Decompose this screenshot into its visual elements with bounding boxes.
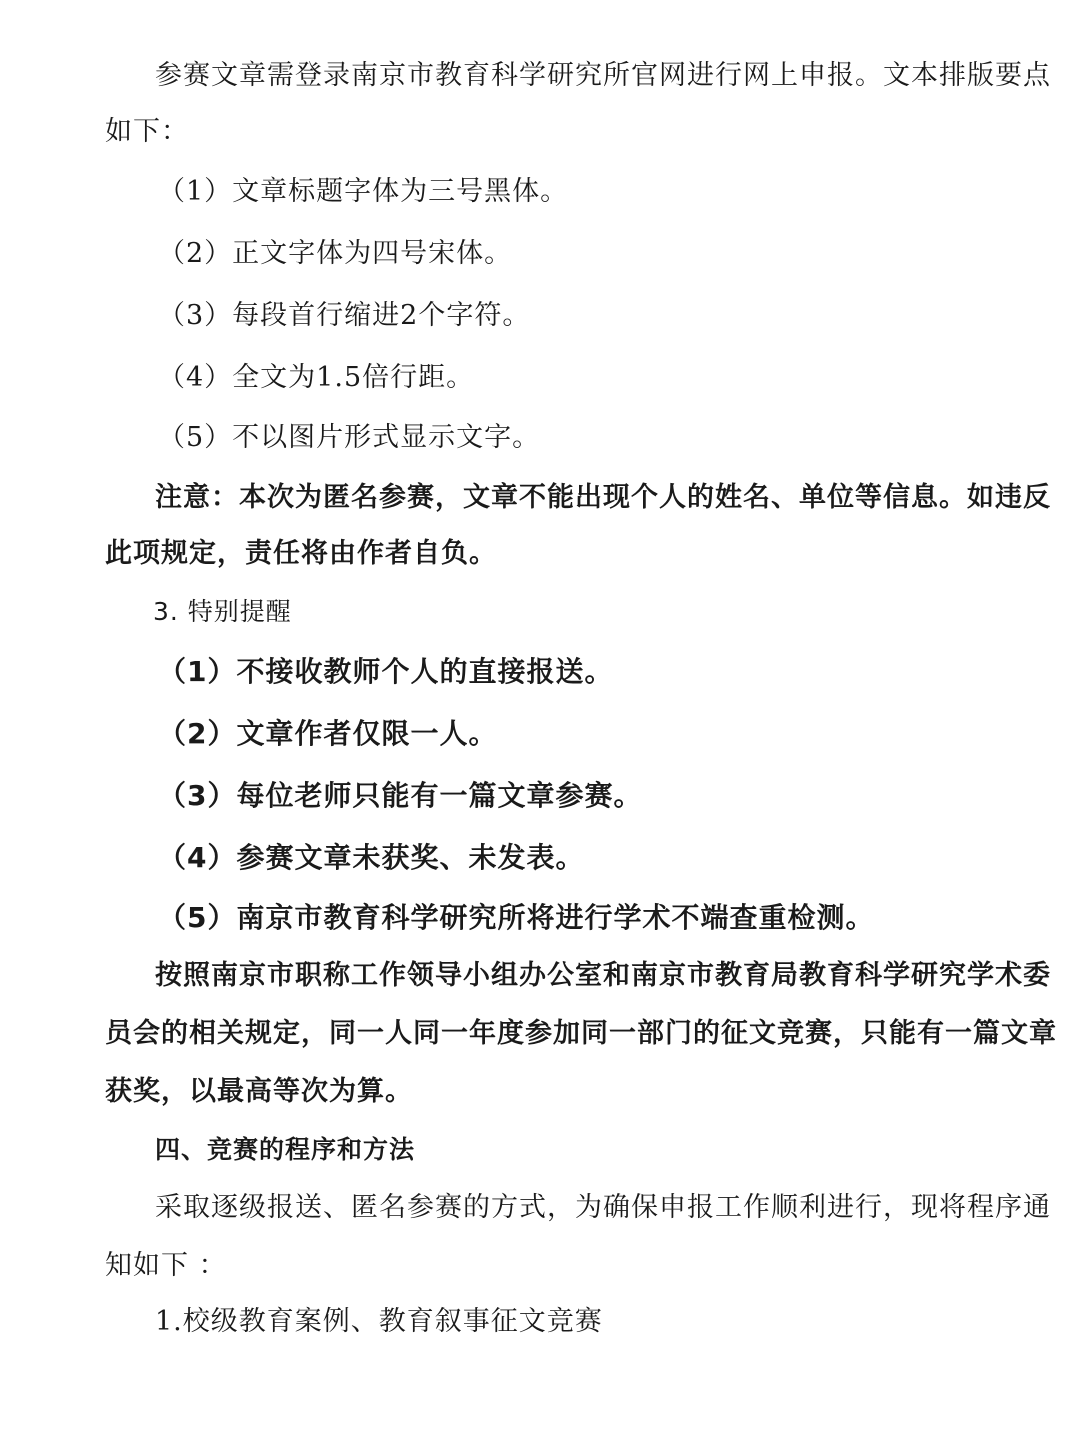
format-item-4: （4）全文为1.5倍行距。 (158, 362, 475, 393)
special-item-4: （4）参赛文章未获奖、未发表。 (158, 841, 585, 874)
format-item-2: （2）正文字体为四号宋体。 (158, 238, 513, 269)
format-item-5: （5）不以图片形式显示文字。 (158, 422, 541, 453)
rule-paragraph-line-3: 获奖，以最高等次为算。 (105, 1076, 413, 1107)
section-four-heading: 四、竞赛的程序和方法 (155, 1135, 416, 1164)
subsection-one-heading: 1.校级教育案例、教育叙事征文竞赛 (155, 1306, 603, 1337)
special-item-3: （3）每位老师只能有一篇文章参赛。 (158, 779, 643, 812)
notice-line-1: 注意：本次为匿名参赛，文章不能出现个人的姓名、单位等信息。如违反 (155, 482, 1051, 513)
rule-paragraph-line-1: 按照南京市职称工作领导小组办公室和南京市教育局教育科学研究学术委 (155, 960, 1051, 991)
special-reminder-heading: 3. 特别提醒 (153, 597, 292, 626)
format-item-1: （1）文章标题字体为三号黑体。 (158, 176, 569, 207)
special-item-2: （2）文章作者仅限一人。 (158, 717, 498, 750)
notice-line-2: 此项规定，责任将由作者自负。 (105, 538, 497, 569)
rule-paragraph-line-2: 员会的相关规定，同一人同一年度参加同一部门的征文竞赛，只能有一篇文章 (105, 1018, 1057, 1049)
special-item-1: （1）不接收教师个人的直接报送。 (158, 655, 614, 688)
submission-paragraph-line-1: 参赛文章需登录南京市教育科学研究所官网进行网上申报。文本排版要点 (155, 60, 1051, 91)
procedure-paragraph-line-1: 采取逐级报送、匿名参赛的方式，为确保申报工作顺利进行，现将程序通 (155, 1192, 1051, 1223)
format-item-3: （3）每段首行缩进2个字符。 (158, 300, 531, 331)
procedure-paragraph-line-2: 知如下 ： (105, 1250, 227, 1281)
special-item-5: （5）南京市教育科学研究所将进行学术不端查重检测。 (158, 901, 875, 934)
submission-paragraph-line-2: 如下： (105, 116, 189, 147)
